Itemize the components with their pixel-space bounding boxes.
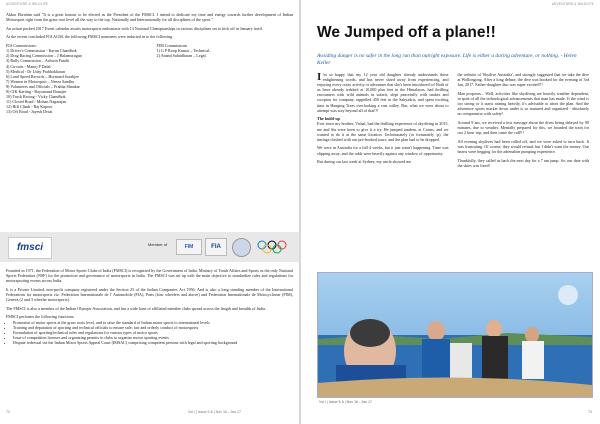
- fia-item: 3) Rally Commission – Ashwin Pandit: [6, 58, 70, 64]
- intro-paragraph-1: Akbar Ebrahim said "It is a great honour to be elected as the President of the FMSCI. I intend to dedicate my time and energy towards further development of Indian Motorsport right from the grass root level all the way to the top. Nationally and Internationally for all disciplines of the sport.": [6, 12, 293, 23]
- fim-commissions-title: FIM Commissions: [156, 43, 188, 49]
- fia-item: 1) Driver's Commission - Karun Chandhok: [6, 48, 77, 54]
- fmsci-logo: fmsci: [8, 237, 52, 259]
- fia-item: 8) Volunteers and Officials – Prabha Shankar: [6, 83, 80, 89]
- globe-logo-icon: [232, 238, 251, 257]
- fia-item: 7) Women in Motorsport – Neeza Sandhu: [6, 78, 75, 84]
- intro-paragraph-3: At the recent concluded FIA AGM, the following FMSCI nominees were inducted in to the following: [6, 34, 173, 40]
- article-standfirst: Avoiding danger is no safer in the long run than outright exposure. Life is either a daring adventure, or nothing. - Helen Keller: [317, 53, 577, 66]
- article-column-2: [458, 72, 590, 171]
- column-2-paragraph: Around 9 am, we received a text message about the dives being delayed by 90 minutes, due to weather. Mentally prepared for this, we boarded the train for our 2 hour trip, and then came the call!!!: [457, 119, 589, 136]
- skydive-photo: [317, 272, 593, 398]
- first-paragraph: [317, 72, 449, 113]
- column-1-paragraph: But during our last week at Sydney, my uncle showed me: [317, 159, 412, 165]
- intro-paragraph-2: An action packed 2017 Event calendar awaits motorsports enthusiasts with 13 National Championships in various disciplines set to kick off in January itself.: [6, 25, 263, 31]
- fia-item: 9) CIK Karting - Rayomand Banajee: [6, 89, 67, 94]
- fim-commissions: [157, 43, 294, 114]
- functions-list: [6, 320, 293, 345]
- right-page: [301, 0, 600, 424]
- column-2-paragraph: Man proposes... Well, activities like skydiving are heavily weather dependent, in spite of all the technological advancements that man has made. If the wind is too strong or it starts raining heavily, it's advisable to abort the plan. And the adventure sports market down under is so matured and organized - absolutely no compromise with safety!: [457, 90, 589, 117]
- fia-item: 4) Circuits - Manoj P Dalal: [6, 63, 51, 69]
- fmsci-about: [6, 268, 293, 345]
- function-item: • Formulation of sporting/technical rules and regulations for various types of motor sports: [13, 330, 293, 335]
- member-of-label: Member of: [148, 242, 168, 247]
- fia-logo: FIA: [205, 238, 227, 256]
- fia-commissions-title: FIA Commissions:: [6, 43, 37, 49]
- fia-item: 10) Truck Racing - Vicky Chandhok: [6, 94, 66, 100]
- fia-item: 12) Hill Climb - Raj Kapoor: [6, 104, 53, 110]
- fia-item: 5) Medical - Dr Uday Prabhakharan: [6, 68, 65, 74]
- left-top-column: [6, 12, 293, 114]
- column-2-paragraph: Thankfully, they called us back the next day for a 7 am jump. So, our date with the skies was fixed!: [457, 157, 589, 168]
- column-2-paragraph: the website of 'Skydive Australia', and strongly suggested that we take the dive at Wollongong. After a long debate, the dive was booked for the evening of 3rd Jan, 2017. Father-daughter duo was super excited!!!: [457, 72, 589, 88]
- column-2-paragraph: All evening skydives had been called off, and we were asked to turn back. It was frustrating. Of course, they would refund, but I didn't want the money. Our hearts were begging for the adrenaline pumping experience.: [457, 138, 589, 154]
- photo-caption: Vol I | Issue 5-6 | Nov 16 - Jan 17: [319, 400, 373, 404]
- article-body: [317, 72, 589, 171]
- about-paragraph-1: Founded in 1971, the Federation of Motor Sports Clubs of India (FMSCI) is recognized by the Government of India, Ministry of Youth Affairs and Sports as the only National Sports Federation (NSF) for the promotion and governance of motorsports in India. The FMSCI was set up with the main objective to standardize rules and regulations for motorsporting events across India.: [6, 268, 293, 284]
- build-up-subhead: The build-up: [317, 116, 340, 122]
- right-running-header: ADVENTURE & WILDLIFE: [551, 2, 594, 6]
- function-item: • Dispute redressal via the Indian Motor Sports Appeal Court (IMSAC) comprising competent persons with legal and sporting background: [13, 340, 293, 345]
- left-page: [0, 0, 299, 424]
- fia-item: 2) Drag Racing Commission – J Balamurugan: [6, 53, 82, 59]
- column-1-paragraph: We were in Australia for a full 4 weeks, but it just wasn't happening. Time was slipping away, and the odds were heavily against any window of opportunity.: [317, 145, 449, 156]
- right-page-number: 73: [588, 410, 592, 414]
- article-title: We Jumped off a plane!!: [317, 24, 496, 41]
- functions-title: FMSCI performs the following functions:: [6, 314, 75, 320]
- left-page-number: 72: [6, 410, 10, 414]
- left-running-header: ADVENTURE & WILDLIFE: [6, 2, 49, 6]
- function-item: • Training and deputation of sporting and technical officials to ensure safe, fair and orderly conduct of motorsports: [13, 325, 293, 330]
- article-column-1: [317, 72, 449, 171]
- olympic-rings-icon: [255, 239, 289, 254]
- fim-item: 2) Anand Sahiidharan – Legal.: [156, 53, 207, 59]
- fia-item: 13) Off Road - Jayesh Desai: [6, 109, 53, 115]
- fim-item: 1) G P Roop Kumar – Technical .: [156, 48, 212, 54]
- about-paragraph-3: The FMSCI is also a member of the Indian Olympic Association, and has a wide base of affiliated member clubs spread across the length and breadth of India.: [6, 305, 266, 311]
- first-paragraph-text: 'm so happy that my 12 year old daughter already understands these enlightening words, and has never shied away from experiencing, and enjoying every crazy activity or adventure that she's been introduced to! Both of us have already trekked at 10,000 plus feet in the Himalayas, had thrilling encounters with wild animals in safaris, slept peacefully with snakes and scorpion for company, rappelled 450 feet in the Sahyadris, and spent exciting time in Hanging Trees overlooking a vast valley. But, what we were about to attempt was way beyond all of that!!!: [317, 72, 449, 113]
- fia-item: 11) Closed Road - Mohan Nagarajan: [6, 99, 67, 105]
- about-paragraph-2: It is a Private Limited, non-profit company registered under the Section 25 of the Indian Companies Act 1956. And is also a long standing member of the International Federations for motorsports viz. Federation Internationale de l' Automobile (FIA), Paris (four wheelers and above) and Federation Internationale de Motocyclisme (FIM), Geneva (2 and 3 wheeler motorsports).: [6, 286, 293, 303]
- function-item: • Issue of competition licenses and organizing permits to clubs to organize motor sporting events: [13, 335, 293, 340]
- commission-lists: [6, 43, 293, 114]
- fia-commissions: [6, 43, 143, 114]
- column-1-paragraph: Ever since my brother, Vishal, had the thrilling experience of skydiving in 2015, me and Sia were keen to give it a try. He jumped tandem, at Cairns, and we wanted to do it at the same location. Unfortunately (or fortunately :p), the timings clashed with our pre-booked tours, and the plan had to be dropped.: [317, 121, 449, 142]
- fim-logo: FIM: [176, 239, 202, 255]
- drop-cap: I: [317, 71, 322, 83]
- fia-item: 6) Land Speed Records – Hormazd Sorabjee: [6, 73, 79, 79]
- left-footer-issue: Vol I | Issue 5-6 | Nov 16 - Jan 17: [188, 410, 242, 414]
- function-item: • Promotion of motor sports at the grass roots level, and to raise the standard of Indian motor sports to international levels: [13, 320, 293, 325]
